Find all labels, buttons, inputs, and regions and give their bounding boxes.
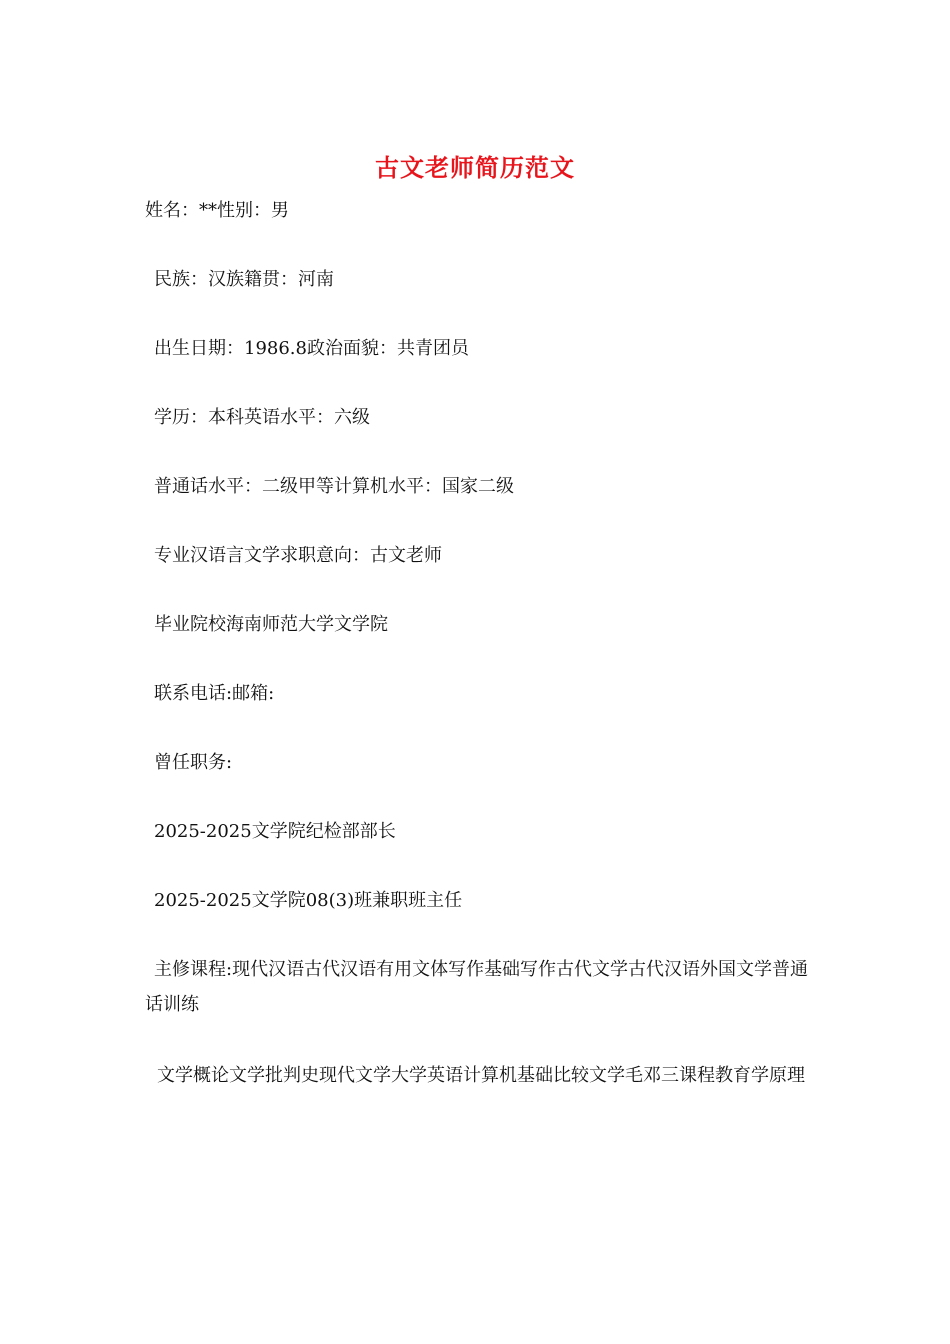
courses-line: 主修课程:现代汉语古代汉语有用文体写作基础写作古代文学古代汉语外国文学普通话训练 [145, 959, 809, 1015]
positions-heading: 曾任职务: [154, 752, 233, 773]
birthdate-political-line: 出生日期：1986.8政治面貌：共青团员 [154, 338, 469, 359]
position-item: 2025-2025文学院纪检部部长 [154, 821, 396, 842]
contact-line: 联系电话:邮箱: [154, 683, 275, 704]
major-objective-line: 专业汉语言文学求职意向：古文老师 [154, 545, 442, 566]
position-item: 2025-2025文学院08(3)班兼职班主任 [154, 890, 463, 911]
name-gender-line: 姓名：**性别：男 [145, 200, 289, 221]
mandarin-computer-line: 普通话水平：二级甲等计算机水平：国家二级 [154, 476, 514, 497]
courses-line-continued: 文学概论文学批判史现代文学大学英语计算机基础比较文学毛邓三课程教育学原理 [157, 1065, 805, 1086]
document-title: 古文老师简历范文 [375, 153, 575, 182]
ethnicity-hometown-line: 民族：汉族籍贯：河南 [154, 269, 334, 290]
school-line: 毕业院校海南师范大学文学院 [154, 614, 388, 635]
education-english-line: 学历：本科英语水平：六级 [154, 407, 370, 428]
